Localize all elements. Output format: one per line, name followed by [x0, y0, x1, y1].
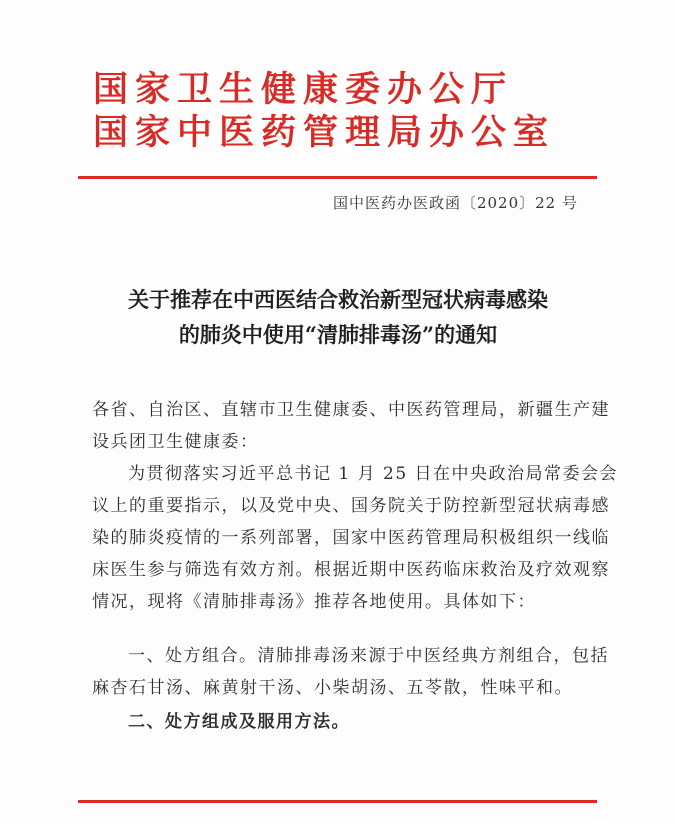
header-divider: [78, 176, 597, 179]
notice-title-line-1: 关于推荐在中西医结合救治新型冠状病毒感染: [128, 287, 548, 312]
paragraph-1-line-4: 床医生参与筛选有效方剂。根据近期中医药临床救治及疗效观察: [92, 560, 610, 580]
footer-divider: [78, 800, 597, 803]
section-2-heading: 二、处方组成及服用方法。: [128, 712, 350, 732]
notice-title-line-2: 的肺炎中使用“清肺排毒汤”的通知: [178, 322, 498, 347]
document-number: 国中医药办医政函〔2020〕22 号: [332, 194, 578, 212]
addressee-line-2: 设兵团卫生健康委：: [92, 432, 259, 452]
issuer-header-line-2: 国家中医药管理局办公室: [93, 113, 556, 153]
paragraph-1-line-1: 为贯彻落实习近平总书记 1 月 25 日在中央政治局常委会会: [128, 464, 619, 484]
issuer-header-line-1: 国家卫生健康委办公厅: [93, 70, 514, 110]
section-1-line-1: 一、处方组合。清肺排毒汤来源于中医经典方剂组合，包括: [128, 646, 609, 666]
paragraph-1-line-5: 情况，现将《清肺排毒汤》推荐各地使用。具体如下：: [92, 592, 536, 612]
section-1-line-2: 麻杏石甘汤、麻黄射干汤、小柴胡汤、五苓散，性味平和。: [92, 678, 573, 698]
addressee-line-1: 各省、自治区、直辖市卫生健康委、中医药管理局，新疆生产建: [92, 400, 610, 420]
paragraph-1-line-3: 染的肺炎疫情的一系列部署，国家中医药管理局积极组织一线临: [92, 528, 610, 548]
paragraph-1-line-2: 议上的重要指示，以及党中央、国务院关于防控新型冠状病毒感: [92, 496, 610, 516]
